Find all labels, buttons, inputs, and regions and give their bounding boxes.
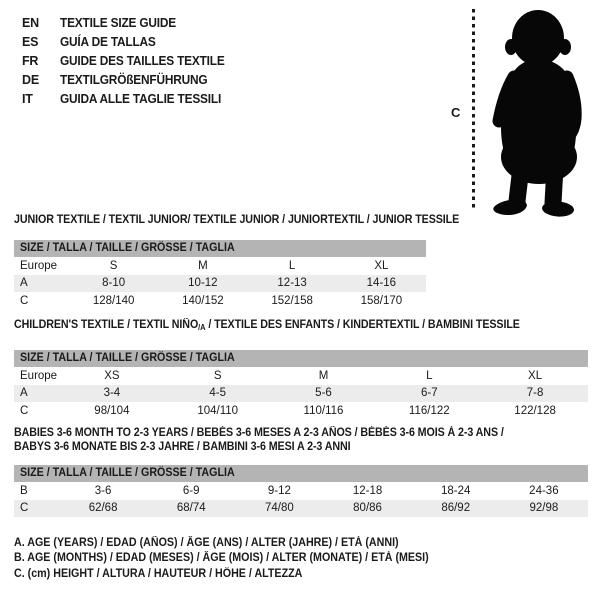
size-cell: 6-9 xyxy=(182,484,200,497)
size-header-label: SIZE / TALLA / TAILLE / GRÖSSE / TAGLIA xyxy=(20,242,235,254)
lang-label: GUIDE DES TAILLES TEXTILE xyxy=(60,53,225,68)
lang-row-en xyxy=(22,13,233,32)
size-cell: 5-6 xyxy=(315,387,332,400)
size-cell: 116/122 xyxy=(408,404,450,417)
height-figure xyxy=(440,5,598,217)
table-row xyxy=(14,367,588,385)
lang-row-it xyxy=(22,89,233,108)
row-label: C xyxy=(20,502,29,515)
lang-row-de xyxy=(22,70,233,89)
babies-title-line1: BABIES 3-6 MONTH TO 2-3 YEARS / BEBÉS 3-6 MESES A 2-3 AÑOS / BÉBÉS 3-6 MOIS À 2-3 ANS / xyxy=(14,427,504,439)
row-label: Europe xyxy=(20,369,58,382)
size-cell: 4-5 xyxy=(209,387,226,400)
size-cell: 10-12 xyxy=(188,277,218,290)
lang-label: GUÍA DE TALLAS xyxy=(60,34,156,49)
children-section xyxy=(14,318,588,420)
size-cell: XL xyxy=(528,369,543,382)
size-cell: 9-12 xyxy=(267,484,291,497)
footnote-b: B. AGE (MONTHS) / EDAD (MESES) / ÂGE (MOIS) / ALTER (MONATE) / ETÀ (MESI) xyxy=(14,552,429,565)
size-cell: 14-16 xyxy=(366,277,397,290)
children-size-table xyxy=(14,350,588,420)
size-cell: L xyxy=(426,369,433,382)
height-measure-label: C xyxy=(451,105,461,120)
size-cell: 62/68 xyxy=(88,502,118,515)
size-cell: XL xyxy=(374,259,389,272)
table-row xyxy=(14,292,426,310)
size-cell: 12-13 xyxy=(277,277,307,290)
row-label: Europe xyxy=(20,259,58,272)
size-cell: 158/170 xyxy=(360,294,403,307)
size-header-bar xyxy=(14,240,426,257)
footnote-c: C. (cm) HEIGHT / ALTURA / HAUTEUR / HÖHE / ALTEZZA xyxy=(14,567,303,580)
children-title-pre: CHILDREN'S TEXTILE / TEXTIL NIÑO xyxy=(14,319,199,331)
junior-table xyxy=(14,257,426,310)
children-title xyxy=(14,318,548,335)
children-table xyxy=(14,367,588,420)
height-dotted-line xyxy=(472,9,475,211)
size-cell: L xyxy=(288,259,296,272)
row-label: A xyxy=(20,387,28,400)
size-cell: 7-8 xyxy=(526,387,544,400)
junior-size-table xyxy=(14,240,426,310)
lang-label: GUIDA ALLE TAGLIE TESSILI xyxy=(60,91,222,106)
toddler-silhouette-icon xyxy=(484,7,596,217)
size-cell: 3-4 xyxy=(103,387,121,400)
size-cell: 24-36 xyxy=(529,484,559,497)
lang-row-fr xyxy=(22,51,233,70)
language-list xyxy=(22,13,233,108)
table-row xyxy=(14,275,426,293)
lang-code: IT xyxy=(22,91,33,106)
row-label: A xyxy=(20,277,28,290)
size-header-label: SIZE / TALLA / TAILLE / GRÖSSE / TAGLIA xyxy=(20,467,235,479)
size-cell: 152/158 xyxy=(271,294,313,307)
lang-row-es xyxy=(22,32,233,51)
size-cell: 18-24 xyxy=(440,484,471,497)
lang-code: DE xyxy=(22,72,39,87)
table-row xyxy=(14,257,426,275)
size-cell: 122/128 xyxy=(514,404,556,417)
size-cell: 6-7 xyxy=(420,387,438,400)
size-cell: 98/104 xyxy=(94,404,130,417)
lang-code: FR xyxy=(22,53,39,68)
babies-title-line2: BABYS 3-6 MONATE BIS 2-3 JAHRE / BAMBINI 3-6 MESI A 2-3 ANNI xyxy=(14,441,351,453)
lang-label: TEXTILGRÖßENFÜHRUNG xyxy=(60,72,208,87)
row-label: B xyxy=(20,484,28,497)
table-row xyxy=(14,482,588,500)
size-cell: 86/92 xyxy=(441,502,471,515)
row-label: C xyxy=(20,294,29,307)
lang-code: EN xyxy=(22,15,39,30)
size-cell: 140/152 xyxy=(182,294,224,307)
babies-section xyxy=(14,426,588,517)
junior-title: JUNIOR TEXTILE / TEXTIL JUNIOR/ TEXTILE JUNIOR / JUNIORTEXTIL / JUNIOR TESSILE xyxy=(14,214,460,226)
table-row xyxy=(14,385,588,403)
table-row xyxy=(14,402,588,420)
size-cell: 80/86 xyxy=(353,502,382,515)
lang-label: TEXTILE SIZE GUIDE xyxy=(60,15,177,30)
children-title-post: / TEXTILE DES ENFANTS / KINDERTEXTIL / BAMBINI TESSILE xyxy=(205,319,520,331)
size-cell: M xyxy=(318,369,329,382)
size-cell: S xyxy=(109,259,118,272)
size-header-bar xyxy=(14,350,588,367)
size-cell: 92/98 xyxy=(529,502,559,515)
footnotes xyxy=(14,536,460,582)
children-title-sub: /A xyxy=(198,323,206,332)
junior-section xyxy=(14,213,460,310)
table-row xyxy=(14,500,588,518)
size-cell: 12-18 xyxy=(352,484,383,497)
size-cell: XS xyxy=(104,369,120,382)
babies-table xyxy=(14,482,588,517)
size-header-bar xyxy=(14,465,588,482)
size-cell: M xyxy=(198,259,208,272)
size-cell: 110/116 xyxy=(303,404,344,417)
size-cell: 3-6 xyxy=(94,484,112,497)
lang-code: ES xyxy=(22,34,39,49)
babies-size-table xyxy=(14,465,588,517)
size-cell: 8-10 xyxy=(102,277,126,290)
size-cell: 74/80 xyxy=(265,502,294,515)
size-cell: 104/110 xyxy=(197,404,239,417)
size-cell: 128/140 xyxy=(92,294,135,307)
row-label: C xyxy=(20,404,29,417)
size-cell: 68/74 xyxy=(176,502,206,515)
size-cell: S xyxy=(213,369,222,382)
size-header-label: SIZE / TALLA / TAILLE / GRÖSSE / TAGLIA xyxy=(20,352,235,364)
footnote-a: A. AGE (YEARS) / EDAD (AÑOS) / ÂGE (ANS) / ALTER (JAHRE) / ETÀ (ANNI) xyxy=(14,537,399,549)
